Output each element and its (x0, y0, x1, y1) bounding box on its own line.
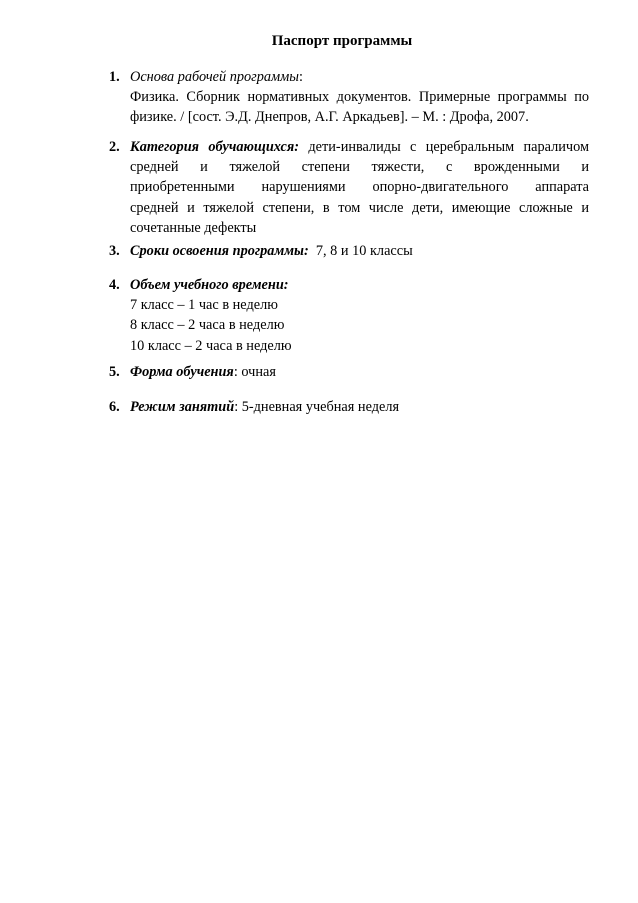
list-item-program-duration (109, 241, 589, 261)
item-number: 4. (109, 277, 120, 293)
item-line: сочетанные дефекты (130, 219, 257, 236)
item-line: 10 класс – 2 часа в неделю (130, 337, 292, 354)
item-line: средней и тяжелой степени тяжести, с врожденными и (130, 159, 589, 176)
item-line: 7 класс – 1 час в неделю (130, 297, 278, 314)
item-body (130, 275, 589, 356)
item-text: : 5-дневная учебная неделя (234, 399, 400, 415)
item-heading: Режим занятий (130, 399, 235, 415)
item-line: Физика. Сборник нормативных документов. Примерные программы по (130, 89, 589, 106)
item-number: 6. (109, 399, 120, 415)
page-title: Паспорт программы (271, 33, 413, 49)
item-line: физике. / [сост. Э.Д. Днепров, А.Г. Аркадьев]. – М. : Дрофа, 2007. (130, 109, 529, 126)
item-line: приобретенными нарушениями опорно-двигательного аппарата (130, 179, 589, 196)
item-body (130, 137, 589, 238)
item-number: 3. (109, 243, 120, 259)
list-item-study-form (109, 362, 589, 382)
item-heading: Форма обучения (130, 364, 234, 380)
item-text: : очная (233, 364, 276, 380)
item-body (130, 67, 589, 128)
item-line: 8 класс – 2 часа в неделю (130, 317, 285, 334)
item-heading: Категория обучающихся: (130, 139, 300, 155)
item-body (130, 241, 589, 261)
item-body (130, 397, 589, 417)
item-body (130, 362, 589, 382)
item-separator: : (298, 69, 303, 85)
list-item-program-basis (109, 67, 589, 128)
list-item-study-time (109, 275, 589, 356)
item-number: 1. (109, 69, 120, 85)
item-line: средней и тяжелой степени, в том числе дети, имеющие сложные и (130, 199, 589, 216)
item-text: 7, 8 и 10 классы (308, 243, 413, 259)
item-heading: Основа рабочей программы (130, 69, 299, 85)
list-item-student-category (109, 137, 589, 238)
item-number: 2. (109, 139, 120, 155)
list-item-class-schedule (109, 397, 589, 417)
item-number: 5. (109, 364, 120, 380)
item-text: дети-инвалиды с церебральным параличом (299, 139, 589, 155)
item-heading: Сроки освоения программы: (130, 243, 309, 259)
item-heading: Объем учебного времени: (130, 277, 289, 293)
